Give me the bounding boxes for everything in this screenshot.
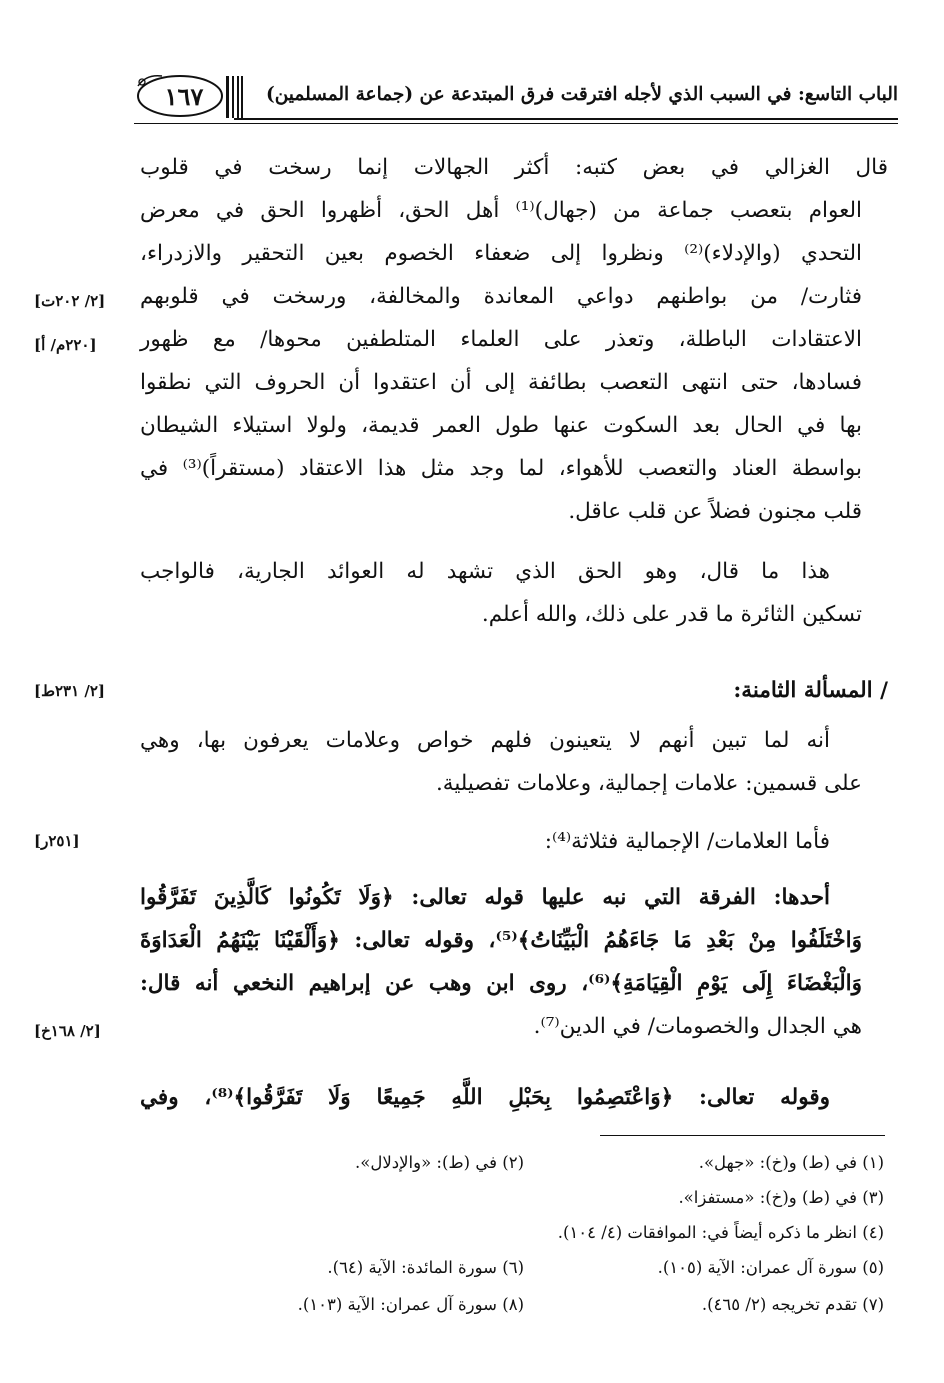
footnote: (٣) في (ط) و(خ): «مستفزا». — [678, 1188, 884, 1207]
margin-reference: [٢/ ١٦٨خ] — [34, 1022, 101, 1040]
text-line: الاعتقادات الباطلة، وتعذر على العلماء المتلطفين محوها/ مع ظهور — [140, 327, 862, 352]
text-line: وَاخْتَلَفُوا مِنْ بَعْدِ مَا جَاءَهُمُ الْبَيِّنَاتُ﴾⁽⁵⁾، وقوله تعالى: ﴿وَأَلْقَيْنَا بَيْنَهُمُ الْعَدَاوَةَ — [140, 928, 862, 953]
footnote: (٦) سورة المائدة: الآية (٦٤). — [327, 1258, 524, 1277]
text-line: بها في الحال بعد السكوت عنها طول العمر قديمة، ولولا استيلاء الشيطان — [140, 413, 862, 438]
text-line: العوام بتعصب جماعة من (جهال)⁽¹⁾ أهل الحق، أظهروا الحق في معرض — [140, 198, 862, 223]
text-line: قلب مجنون فضلاً عن قلب عاقل. — [568, 499, 862, 524]
margin-reference: [٢/ ٢٣١ط] — [34, 682, 106, 700]
page-number: ١٦٧ — [164, 82, 204, 111]
text-line: هي الجدال والخصومات/ في الدين⁽⁷⁾. — [533, 1014, 862, 1039]
footnote: (٨) سورة آل عمران: الآية (١٠٣). — [297, 1295, 524, 1314]
text-line: أنه لما تبين أنهم لا يتعينون فلهم خواص وعلامات يعرفون بها، وهي — [140, 728, 830, 753]
text-line: بواسطة العناد والتعصب للأهواء، لما وجد مثل هذا الاعتقاد (مستقراً)⁽³⁾ في — [140, 456, 862, 481]
footnote: (٤) انظر ما ذكره أيضاً في: الموافقات (٤/ ١٠٤). — [557, 1223, 884, 1242]
chapter-title: الباب التاسع: في السبب الذي لأجله افترقت فرق المبتدعة عن (جماعة المسلمين) — [265, 84, 898, 105]
text-line: هذا ما قال، وهو الحق الذي تشهد له العوائد الجارية، فالواجب — [140, 559, 830, 584]
text-line: فثارت/ من بواطنهم دواعي المعاندة والمخالفة، ورسخت في قلوبهم — [140, 284, 862, 309]
text-line: تسكين الثائرة ما قدر على ذلك، والله أعلم. — [481, 602, 862, 627]
header-rule — [234, 118, 898, 120]
text-line: وَالْبَغْضَاءَ إِلَى يَوْمِ الْقِيَامَةِ﴾⁽⁶⁾، روى ابن وهب عن إبراهيم النخعي أنه قال: — [140, 971, 862, 996]
running-header — [134, 70, 898, 122]
header-rule-thin — [134, 123, 898, 124]
text-line: قال الغزالي في بعض كتبه: أكثر الجهالات إنما رسخت في قلوب — [140, 155, 888, 180]
text-line: على قسمين: علامات إجمالية، وعلامات تفصيلية. — [435, 771, 862, 796]
footnote: (٥) سورة آل عمران: الآية (١٠٥). — [657, 1258, 884, 1277]
text-line: أحدها: الفرقة التي نبه عليها قوله تعالى: ﴿وَلَا تَكُونُوا كَالَّذِينَ تَفَرَّقُوا — [140, 885, 831, 910]
footnote: (٧) تقدم تخريجه (٢/ ٤٦٥). — [701, 1295, 884, 1314]
margin-reference: [٢٢٠م/ أ] — [34, 336, 97, 354]
section-heading: / المسألة الثامنة: — [733, 678, 888, 703]
page-number-badge — [134, 72, 244, 118]
footnote-separator — [600, 1135, 885, 1136]
footnote: (١) في (ط) و(خ): «جهل». — [698, 1153, 884, 1172]
text-line: التحدي (والإدلاء)⁽²⁾ ونظروا إلى ضعفاء الخصوم بعين التحقير والازدراء، — [140, 241, 862, 266]
text-line: فأما العلامات/ الإجمالية فثلاثة⁽⁴⁾: — [544, 829, 830, 854]
text-line: فسادها، حتى انتهى التعصب بطائفة إلى أن اعتقدوا أن الحروف التي نطقوا — [140, 370, 862, 395]
text-line: وقوله تعالى: ﴿وَاعْتَصِمُوا بِحَبْلِ اللَّهِ جَمِيعًا وَلَا تَفَرَّقُوا﴾⁽⁸⁾، وفي — [140, 1085, 830, 1110]
margin-reference: [٢٥١ر] — [34, 832, 80, 850]
footnote: (٢) في (ط): «والإدلال». — [355, 1153, 524, 1172]
margin-reference: [٢/ ٢٠٢ت] — [34, 292, 106, 310]
